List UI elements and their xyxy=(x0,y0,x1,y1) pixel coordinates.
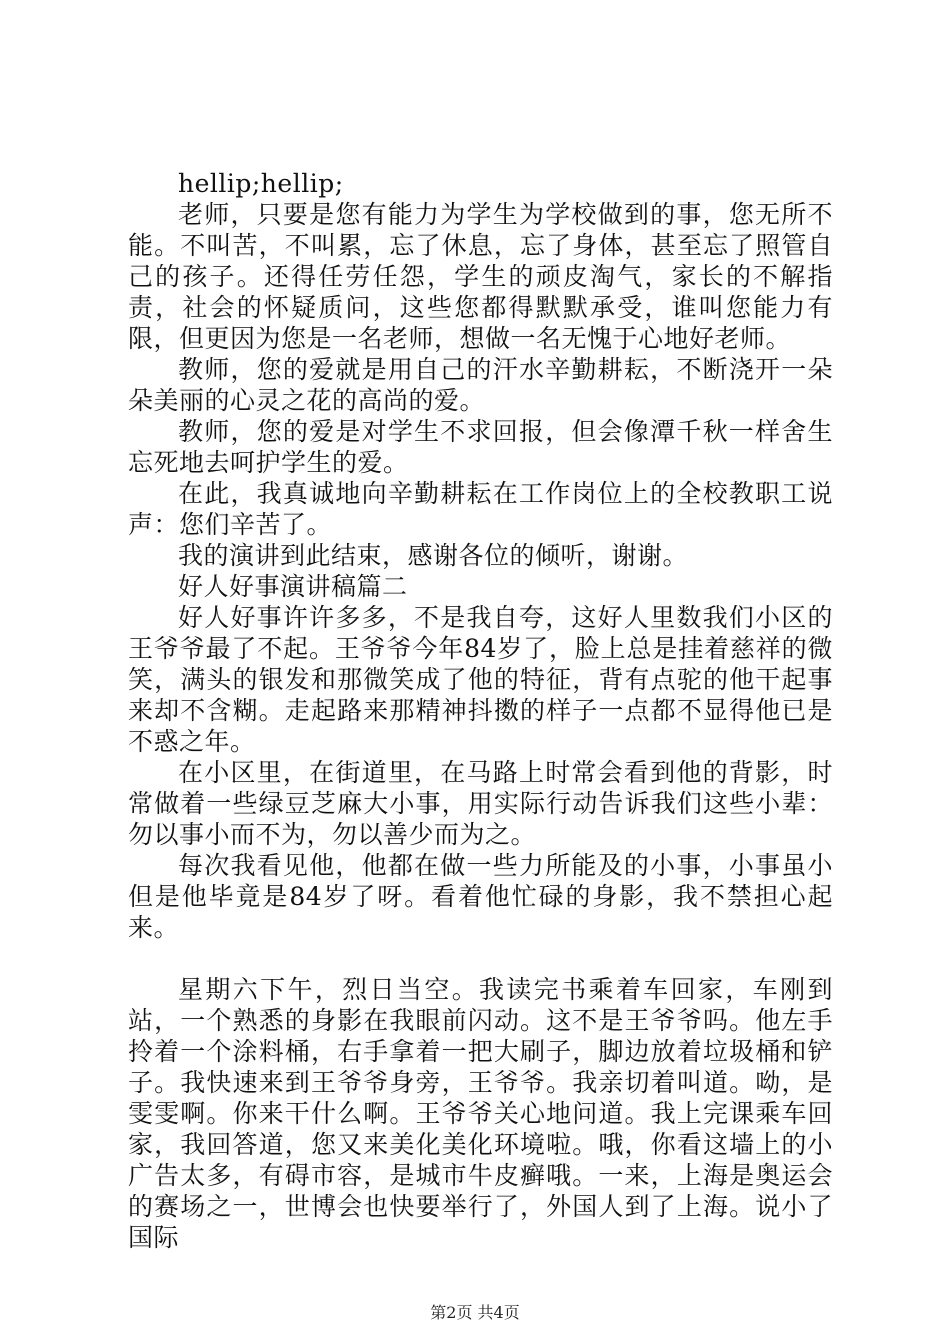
document-body xyxy=(128,168,833,1253)
paragraph: 老师，只要是您有能力为学生为学校做到的事，您无所不能。不叫苦，不叫累，忘了休息，忘了身体，甚至忘了照管自己的孩子。还得任劳任怨，学生的顽皮淘气，家长的不解指责，社会的怀疑质问，这些您都得默默承受，谁叫您能力有限，但更因为您是一名老师，想做一名无愧于心地好老师。 xyxy=(128,200,833,353)
page-number-footer: 第2页 共4页 xyxy=(430,1303,520,1322)
paragraph: 我的演讲到此结束，感谢各位的倾听，谢谢。 xyxy=(178,541,689,570)
section-heading: 好人好事演讲稿篇二 xyxy=(178,572,408,601)
paragraph: 在此，我真诚地向辛勤耕耘在工作岗位上的全校教职工说声：您们辛苦了。 xyxy=(128,479,833,539)
paragraph: 好人好事许许多多，不是我自夸，这好人里数我们小区的王爷爷最了不起。王爷爷今年84岁了，脸上总是挂着慈祥的微笑，满头的银发和那微笑成了他的特征，背有点驼的他干起事来却不含糊。走起路来那精神抖擞的样子一点都不显得他已是不惑之年。 xyxy=(128,603,833,756)
paragraph-gap xyxy=(128,943,833,974)
paragraph: hellip;hellip; xyxy=(178,169,344,198)
paragraph: 在小区里，在街道里，在马路上时常会看到他的背影，时常做着一些绿豆芝麻大小事，用实际行动告诉我们这些小辈：勿以事小而不为，勿以善少而为之。 xyxy=(128,758,833,849)
paragraph: 教师，您的爱就是用自己的汗水辛勤耕耘，不断浇开一朵朵美丽的心灵之花的高尚的爱。 xyxy=(128,355,833,415)
paragraph: 星期六下午，烈日当空。我读完书乘着车回家，车刚到站，一个熟悉的身影在我眼前闪动。这不是王爷爷吗。他左手拎着一个涂料桶，右手拿着一把大刷子，脚边放着垃圾桶和铲子。我快速来到王爷爷身旁，王爷爷。我亲切着叫道。呦，是雯雯啊。你来干什么啊。王爷爷关心地问道。我上完课乘车回家，我回答道，您又来美化美化环境啦。哦，你看这墙上的小广告太多，有碍市容，是城市牛皮癣哦。一来，上海是奥运会的赛场之一，世博会也快要举行了，外国人到了上海。说小了国际 xyxy=(128,975,833,1252)
paragraph: 每次我看见他，他都在做一些力所能及的小事，小事虽小但是他毕竟是84岁了呀。看着他忙碌的身影，我不禁担心起来。 xyxy=(128,851,833,942)
paragraph: 教师，您的爱是对学生不求回报，但会像潭千秋一样舍生忘死地去呵护学生的爱。 xyxy=(128,417,833,477)
